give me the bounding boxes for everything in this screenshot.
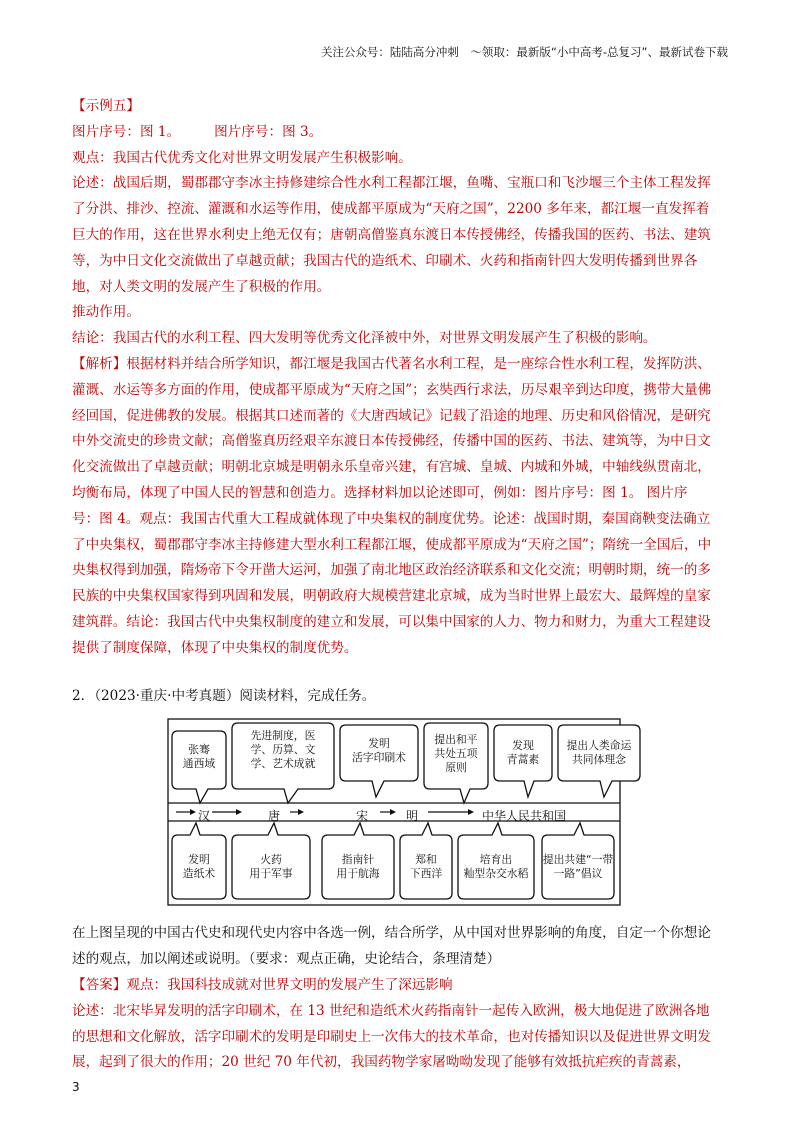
answer-viewpoint: 【答案】观点：我国科技成就对世界文明的发展产生了深远影响: [72, 976, 453, 993]
bubble-hybrid-rice: 培育出 籼型杂交水稻: [463, 853, 529, 881]
question-task: 在上图呈现的中国古代史和现代史内容中各选一例，结合所学，从中国对世界影响的角度，自定一个你想论述的观点，加以阐述或说明。（要求：观点正确，史论结合，条理清楚）: [72, 925, 711, 968]
page-header: 关注公众号：陆陆高分冲刺 〜领取：最新版“小中高考-总复习”、最新试卷下载: [320, 45, 728, 59]
era-song: 宋: [356, 809, 369, 824]
bubble-movable-type: 发明 活字印刷术: [352, 737, 406, 765]
era-tang: 唐: [268, 809, 281, 824]
era-han: 汉: [198, 809, 211, 824]
bubble-papermaking: 发明 造纸术: [182, 853, 216, 881]
answer-argument: 论述：北宋毕昇发明的活字印刷术，在 13 世纪和造纸术火药指南针一起传入欧洲，极大地促进了欧洲各地的思想和文化解放，活字印刷术的发明是印刷史上一次伟大的技术革命，也对传播知识以及促进世界文明发展，起到了很大的作用；20 世纪 70 年代初，我国药物学家屠呦呦发现了能够有效抵抗疟疾的青蒿素，: [72, 1002, 711, 1071]
bubble-artemisinin: 发现 青蒿素: [506, 739, 540, 767]
bubble-belt-road: 提出共建“一带 一路”倡议: [542, 853, 614, 881]
bubble-five-principles: 提出和平 共处五项 原则: [434, 733, 478, 775]
question-stem: 2．（2023·重庆·中考真题）阅读材料，完成任务。: [72, 687, 376, 704]
document-body: [72, 94, 712, 1076]
bubble-compass: 指南针 用于航海: [336, 853, 380, 881]
bubble-gunpowder: 火药 用于军事: [249, 853, 293, 881]
page-number: 3: [72, 1080, 80, 1094]
example-title: 【示例五】: [72, 98, 140, 114]
bubble-community-destiny: 提出人类命运 共同体理念: [566, 739, 632, 767]
argument: 论述：战国后期，蜀郡郡守李冰主持修建综合性水利工程都江堰，鱼嘴、宝瓶口和飞沙堰三个主体工程发挥了分洪、排沙、控流、灌溉和水运等作用，使成都平原成为“天府之国”，2200 多年来，都江堰一直发挥着巨大的作用，这在世界水利史上绝无仅有；唐朝高僧鉴真东渡日本传授佛经，传播我国的医药、书法、建筑等，为中日文化交流做出了卓越贡献；我国古代的造纸术、印刷术、火药和指南针四大发明传播到世界各地，对人类文明的发展产生了积极的作用。: [72, 175, 711, 295]
bubble-zhangqian: 张骞 通西域: [182, 743, 216, 771]
bubble-tang-achievements: 先进制度，医 学、历算、文 学、艺术成就: [250, 729, 316, 771]
era-prc: 中华人民共和国: [482, 809, 567, 824]
bubble-zhenghe: 郑和 下西洋: [409, 853, 443, 881]
conclusion: 结论：我国古代的水利工程、四大发明等优秀文化泽被中外，对世界文明发展产生了积极的影响。: [72, 330, 657, 347]
timeline-diagram: [72, 717, 712, 907]
analysis: 【解析】根据材料并结合所学知识，都江堰是我国古代著名水利工程，是一座综合性水利工程，发挥防洪、灌溉、水运等多方面的作用，使成都平原成为“天府之国”；玄奘西行求法，历尽艰辛到达印度，携带大量佛经回国，促进佛教的发展。根据其口述而著的《大唐西域记》记载了沿途的地理、历史和风俗情况，是研究中外交流史的珍贵文献；高僧鉴真历经艰辛东渡日本传授佛经，传播中国的医药、书法、建筑等，为中日文化交流做出了卓越贡献；明朝北京城是明朝永乐皇帝兴建，有宫城、皇城、内城和外城，中轴线纵贯南北，均衡布局，体现了中国人民的智慧和创造力。选择材料加以论述即可，例如：图片序号：图 1。 图片序号：图 4。观点：我国古代重大工程成就体现了中央集权的制度优势。论述：战国时期，秦国商鞅变法确立了中央集权，蜀郡郡守李冰主持修建大型水利工程都江堰，使成都平原成为“天府之国”；隋统一全国后，中央集权得到加强，隋炀帝下令开凿大运河，加强了南北地区政治经济联系和文化交流；明朝时期，统一的多民族的中央集权国家得到巩固和发展，明朝政府大规模营建北京城，成为当时世界上最宏大、最辉煌的皇家建筑群。结论：我国古代中央集权制度的建立和发展，可以集中国家的人力、物力和财力，为重大工程建设提供了制度保障，体现了中央集权的制度优势。: [72, 355, 712, 656]
viewpoint: 观点：我国古代优秀文化对世界文明发展产生积极影响。: [72, 149, 412, 166]
picture-sequence: 图片序号：图 1。 图片序号：图 3。: [72, 123, 323, 140]
era-ming: 明: [406, 809, 419, 824]
promote-text: 推动作用。: [72, 304, 140, 321]
